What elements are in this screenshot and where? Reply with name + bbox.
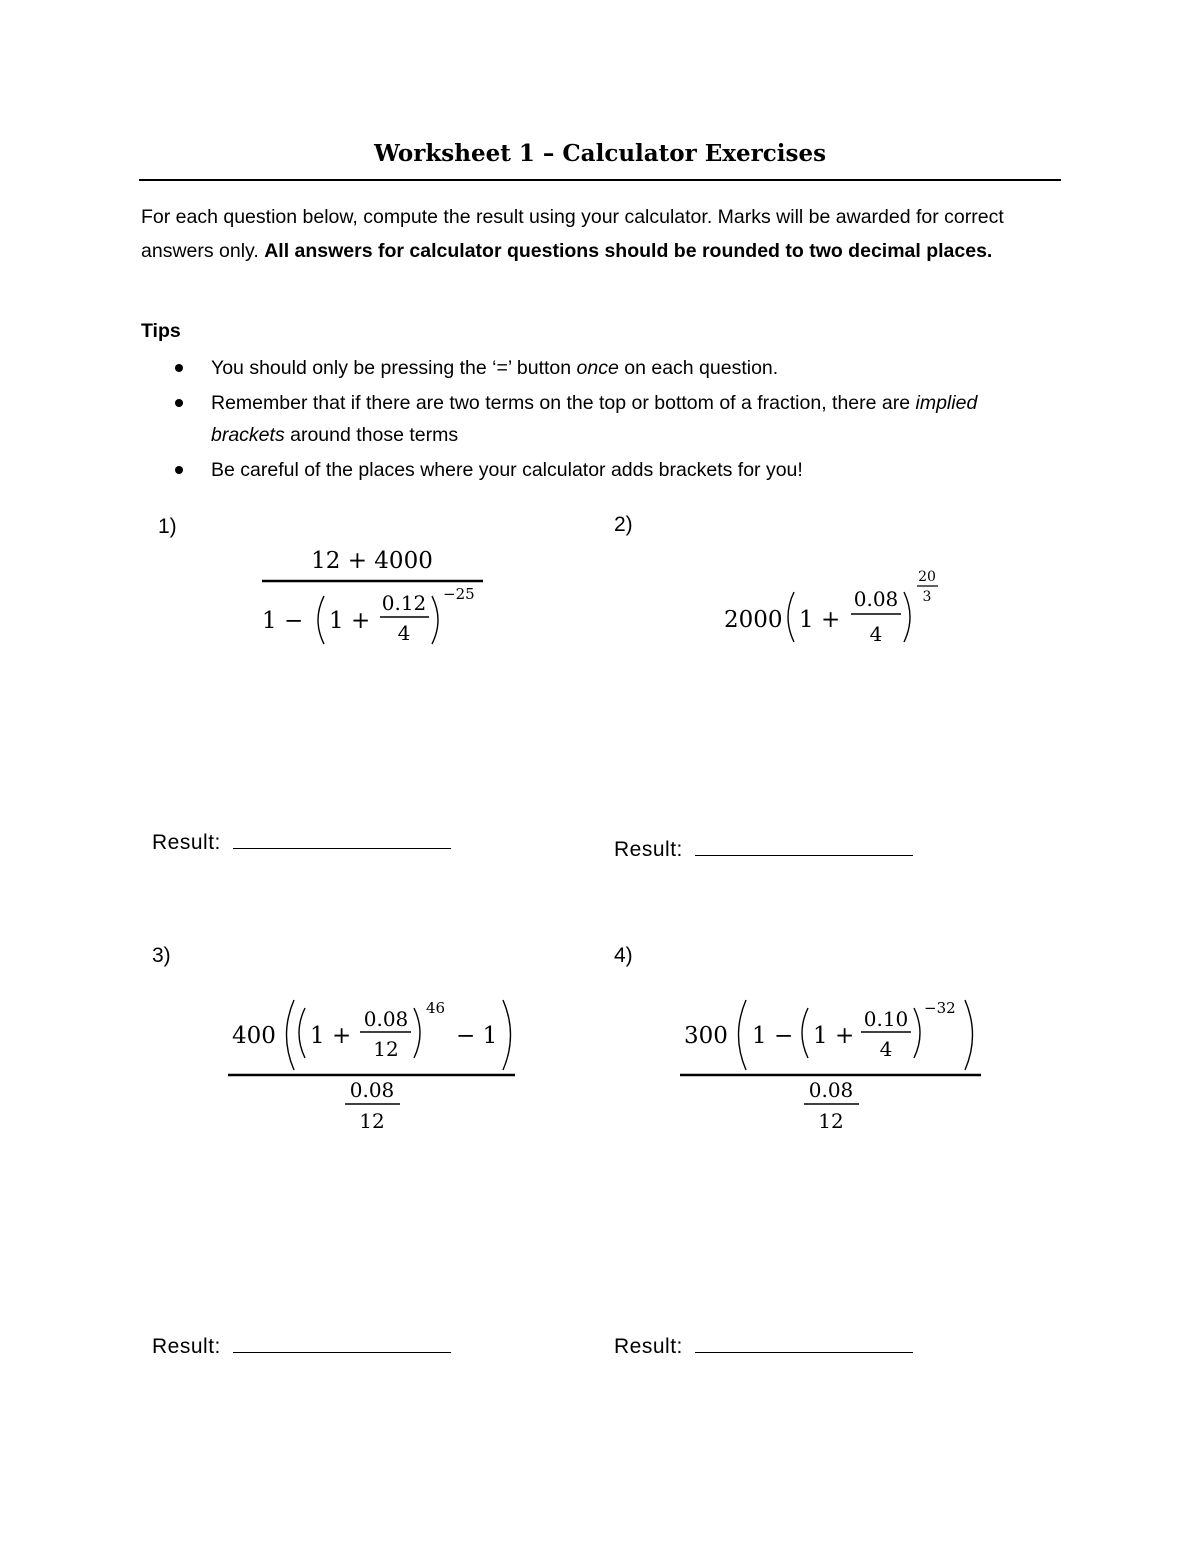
- instructions-rounding-note: All answers for calculator questions should be rounded to two decimal places.: [264, 240, 993, 262]
- q4-coefficient: 300: [684, 1023, 728, 1049]
- tip-text: You should only be pressing the ‘=’ button: [211, 357, 577, 379]
- q3-denominator-denominator: 12: [359, 1109, 385, 1133]
- q3-inner-denominator: 12: [373, 1037, 399, 1061]
- question-3-number: 3): [152, 944, 171, 967]
- q3-denominator-numerator: 0.08: [349, 1078, 395, 1102]
- answer-blank[interactable]: [233, 828, 451, 849]
- answer-blank[interactable]: [695, 1332, 913, 1353]
- q2-inner-numerator: 0.08: [853, 587, 899, 611]
- question-4-result: [614, 1332, 913, 1359]
- result-label: Result:: [152, 831, 221, 854]
- q3-inner-right-paren: [414, 1008, 420, 1058]
- q1-inner-denominator: 4: [397, 621, 411, 645]
- q4-exponent: −32: [924, 999, 956, 1017]
- q2-exponent-denominator: 3: [922, 589, 932, 605]
- answer-blank[interactable]: [695, 835, 913, 856]
- question-4-formula: [680, 999, 981, 1133]
- question-4-number: 4): [614, 944, 633, 967]
- q2-left-paren: [788, 592, 794, 642]
- tip-emphasis: implied brackets: [211, 392, 978, 446]
- question-2-result: [614, 835, 913, 862]
- q3-outer-left-paren: [287, 1000, 295, 1070]
- question-1-result: [152, 828, 451, 855]
- question-2-number: 2): [614, 513, 633, 536]
- q1-lead: 1 −: [262, 608, 304, 634]
- q4-inner-left-paren: [802, 1008, 808, 1058]
- q1-right-paren: [432, 596, 438, 644]
- q2-right-paren: [904, 592, 910, 642]
- q4-lead: 1 −: [752, 1023, 794, 1049]
- q3-exponent: 46: [426, 999, 446, 1017]
- q4-denominator-denominator: 12: [818, 1109, 844, 1133]
- q3-outer-right-paren: [503, 1000, 511, 1070]
- result-label: Result:: [614, 1335, 683, 1358]
- q2-coefficient: 2000: [724, 607, 783, 633]
- question-2-formula: [724, 569, 938, 646]
- q1-one-plus: 1 +: [329, 608, 371, 634]
- instructions-text: For each question below, compute the result using your calculator. Marks will be awarded for correct answers only.: [141, 206, 1004, 262]
- q2-inner-denominator: 4: [869, 622, 883, 646]
- q1-inner-numerator: 0.12: [381, 591, 427, 615]
- q4-inner-numerator: 0.10: [863, 1007, 909, 1031]
- q3-one-plus: 1 +: [310, 1023, 352, 1049]
- q2-one-plus: 1 +: [799, 607, 841, 633]
- q2-exponent-numerator: 20: [918, 569, 936, 585]
- question-1-formula: [262, 548, 483, 645]
- q3-inner-numerator: 0.08: [363, 1007, 409, 1031]
- q3-inner-left-paren: [299, 1008, 305, 1058]
- tip-text: Remember that if there are two terms on the top or bottom of a fraction, there are: [211, 392, 916, 414]
- page-title: Worksheet 1 – Calculator Exercises: [373, 140, 827, 167]
- q4-outer-right-paren: [965, 1000, 973, 1070]
- result-label: Result:: [614, 838, 683, 861]
- question-1-number: 1): [158, 515, 177, 538]
- question-3-result: [152, 1332, 451, 1359]
- tip-emphasis: once: [576, 357, 619, 379]
- tips-heading: Tips: [141, 320, 181, 342]
- result-label: Result:: [152, 1335, 221, 1358]
- tip-text: around those terms: [284, 424, 459, 446]
- q4-inner-right-paren: [914, 1008, 920, 1058]
- q4-inner-denominator: 4: [879, 1037, 893, 1061]
- answer-blank[interactable]: [233, 1332, 451, 1353]
- q3-coefficient: 400: [232, 1023, 276, 1049]
- tip-text: Be careful of the places where your calculator adds brackets for you!: [211, 459, 803, 481]
- tip-text: on each question.: [618, 357, 779, 379]
- q1-left-paren: [318, 596, 324, 644]
- question-3-formula: [228, 999, 515, 1133]
- q1-numerator: 12 + 4000: [311, 548, 433, 574]
- q4-one-plus: 1 +: [813, 1023, 855, 1049]
- q4-outer-left-paren: [739, 1000, 747, 1070]
- q3-minus-one: − 1: [456, 1023, 498, 1049]
- q1-exponent: −25: [443, 585, 475, 603]
- q4-denominator-numerator: 0.08: [808, 1078, 854, 1102]
